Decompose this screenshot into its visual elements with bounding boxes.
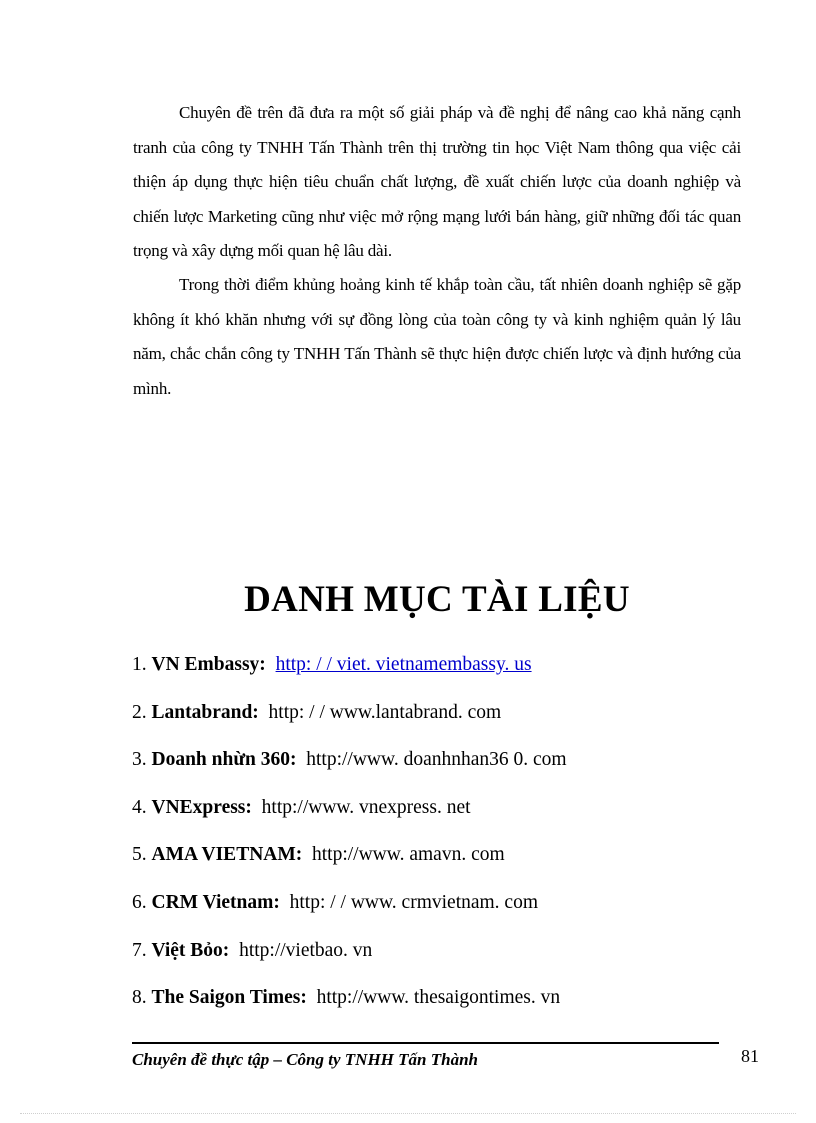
reference-item-3 bbox=[132, 745, 567, 793]
page-edge-divider bbox=[20, 1113, 796, 1114]
reference-name: Doanh nhừn 360: bbox=[151, 749, 297, 771]
reference-name: Việt Bỏo: bbox=[151, 939, 230, 961]
reference-item-1 bbox=[132, 650, 567, 698]
page-number: 81 bbox=[741, 1046, 759, 1066]
reference-item-2 bbox=[132, 698, 567, 746]
reference-url: http://www. thesaigontimes. vn bbox=[316, 987, 561, 1009]
reference-url: http://www. vnexpress. net bbox=[261, 796, 471, 818]
reference-url: http: / / www. crmvietnam. com bbox=[289, 891, 539, 913]
reference-name: Lantabrand: bbox=[151, 701, 259, 723]
references-title: DANH MỤC TÀI LIỆU bbox=[244, 579, 630, 620]
reference-item-8 bbox=[132, 983, 567, 1031]
reference-number: 8. bbox=[132, 987, 147, 1009]
reference-number: 5. bbox=[132, 844, 147, 866]
body-paragraph-1: Chuyên đề trên đã đưa ra một số giải pháp và đề nghị để nâng cao khả năng cạnh tranh của công ty TNHH Tấn Thành trên thị trường tin học Việt Nam thông qua việc cải thiện áp dụng thực hiện tiêu chuẩn chất lượng, đề xuất chiến lược của doanh nghiệp và chiến lược Marketing cũng như việc mở rộng mạng lưới bán hàng, giữ những đối tác quan trọng và xây dựng mối quan hệ lâu dài. bbox=[133, 103, 741, 260]
reference-number: 2. bbox=[132, 701, 147, 723]
reference-url: http://www. amavn. com bbox=[312, 844, 505, 866]
footer-rule bbox=[132, 1042, 719, 1044]
reference-name: VN Embassy: bbox=[151, 654, 266, 675]
reference-number: 3. bbox=[132, 749, 147, 771]
reference-item-6 bbox=[132, 888, 567, 936]
reference-number: 4. bbox=[132, 796, 147, 818]
reference-name: The Saigon Times: bbox=[151, 987, 307, 1009]
reference-number: 6. bbox=[132, 891, 147, 913]
reference-name: CRM Vietnam: bbox=[151, 891, 280, 913]
reference-url: http://www. doanhnhan36 0. com bbox=[306, 749, 567, 771]
reference-name: AMA VIETNAM: bbox=[151, 844, 303, 866]
reference-url: http: / / www.lantabrand. com bbox=[268, 701, 502, 723]
reference-item-4 bbox=[132, 793, 567, 841]
reference-link[interactable]: http: / / viet. vietnamembassy. us bbox=[275, 654, 532, 675]
references-list bbox=[132, 650, 567, 1031]
body-paragraph-2: Trong thời điểm khủng hoảng kinh tế khắp toàn cầu, tất nhiên doanh nghiệp sẽ gặp không ít khó khăn nhưng với sự đồng lòng của toàn công ty và kinh nghiệm quản lý lâu năm, chắc chắn công ty TNHH Tấn Thành sẽ thực hiện được chiến lược và định hướng của mình. bbox=[133, 275, 741, 398]
reference-item-7 bbox=[132, 936, 567, 984]
reference-number: 7. bbox=[132, 939, 147, 961]
reference-url: http://vietbao. vn bbox=[239, 939, 373, 961]
reference-number: 1. bbox=[132, 654, 147, 675]
reference-item-5 bbox=[132, 840, 567, 888]
footer-text: Chuyên đề thực tập – Công ty TNHH Tấn Thành bbox=[132, 1050, 478, 1069]
reference-name: VNExpress: bbox=[151, 796, 252, 818]
